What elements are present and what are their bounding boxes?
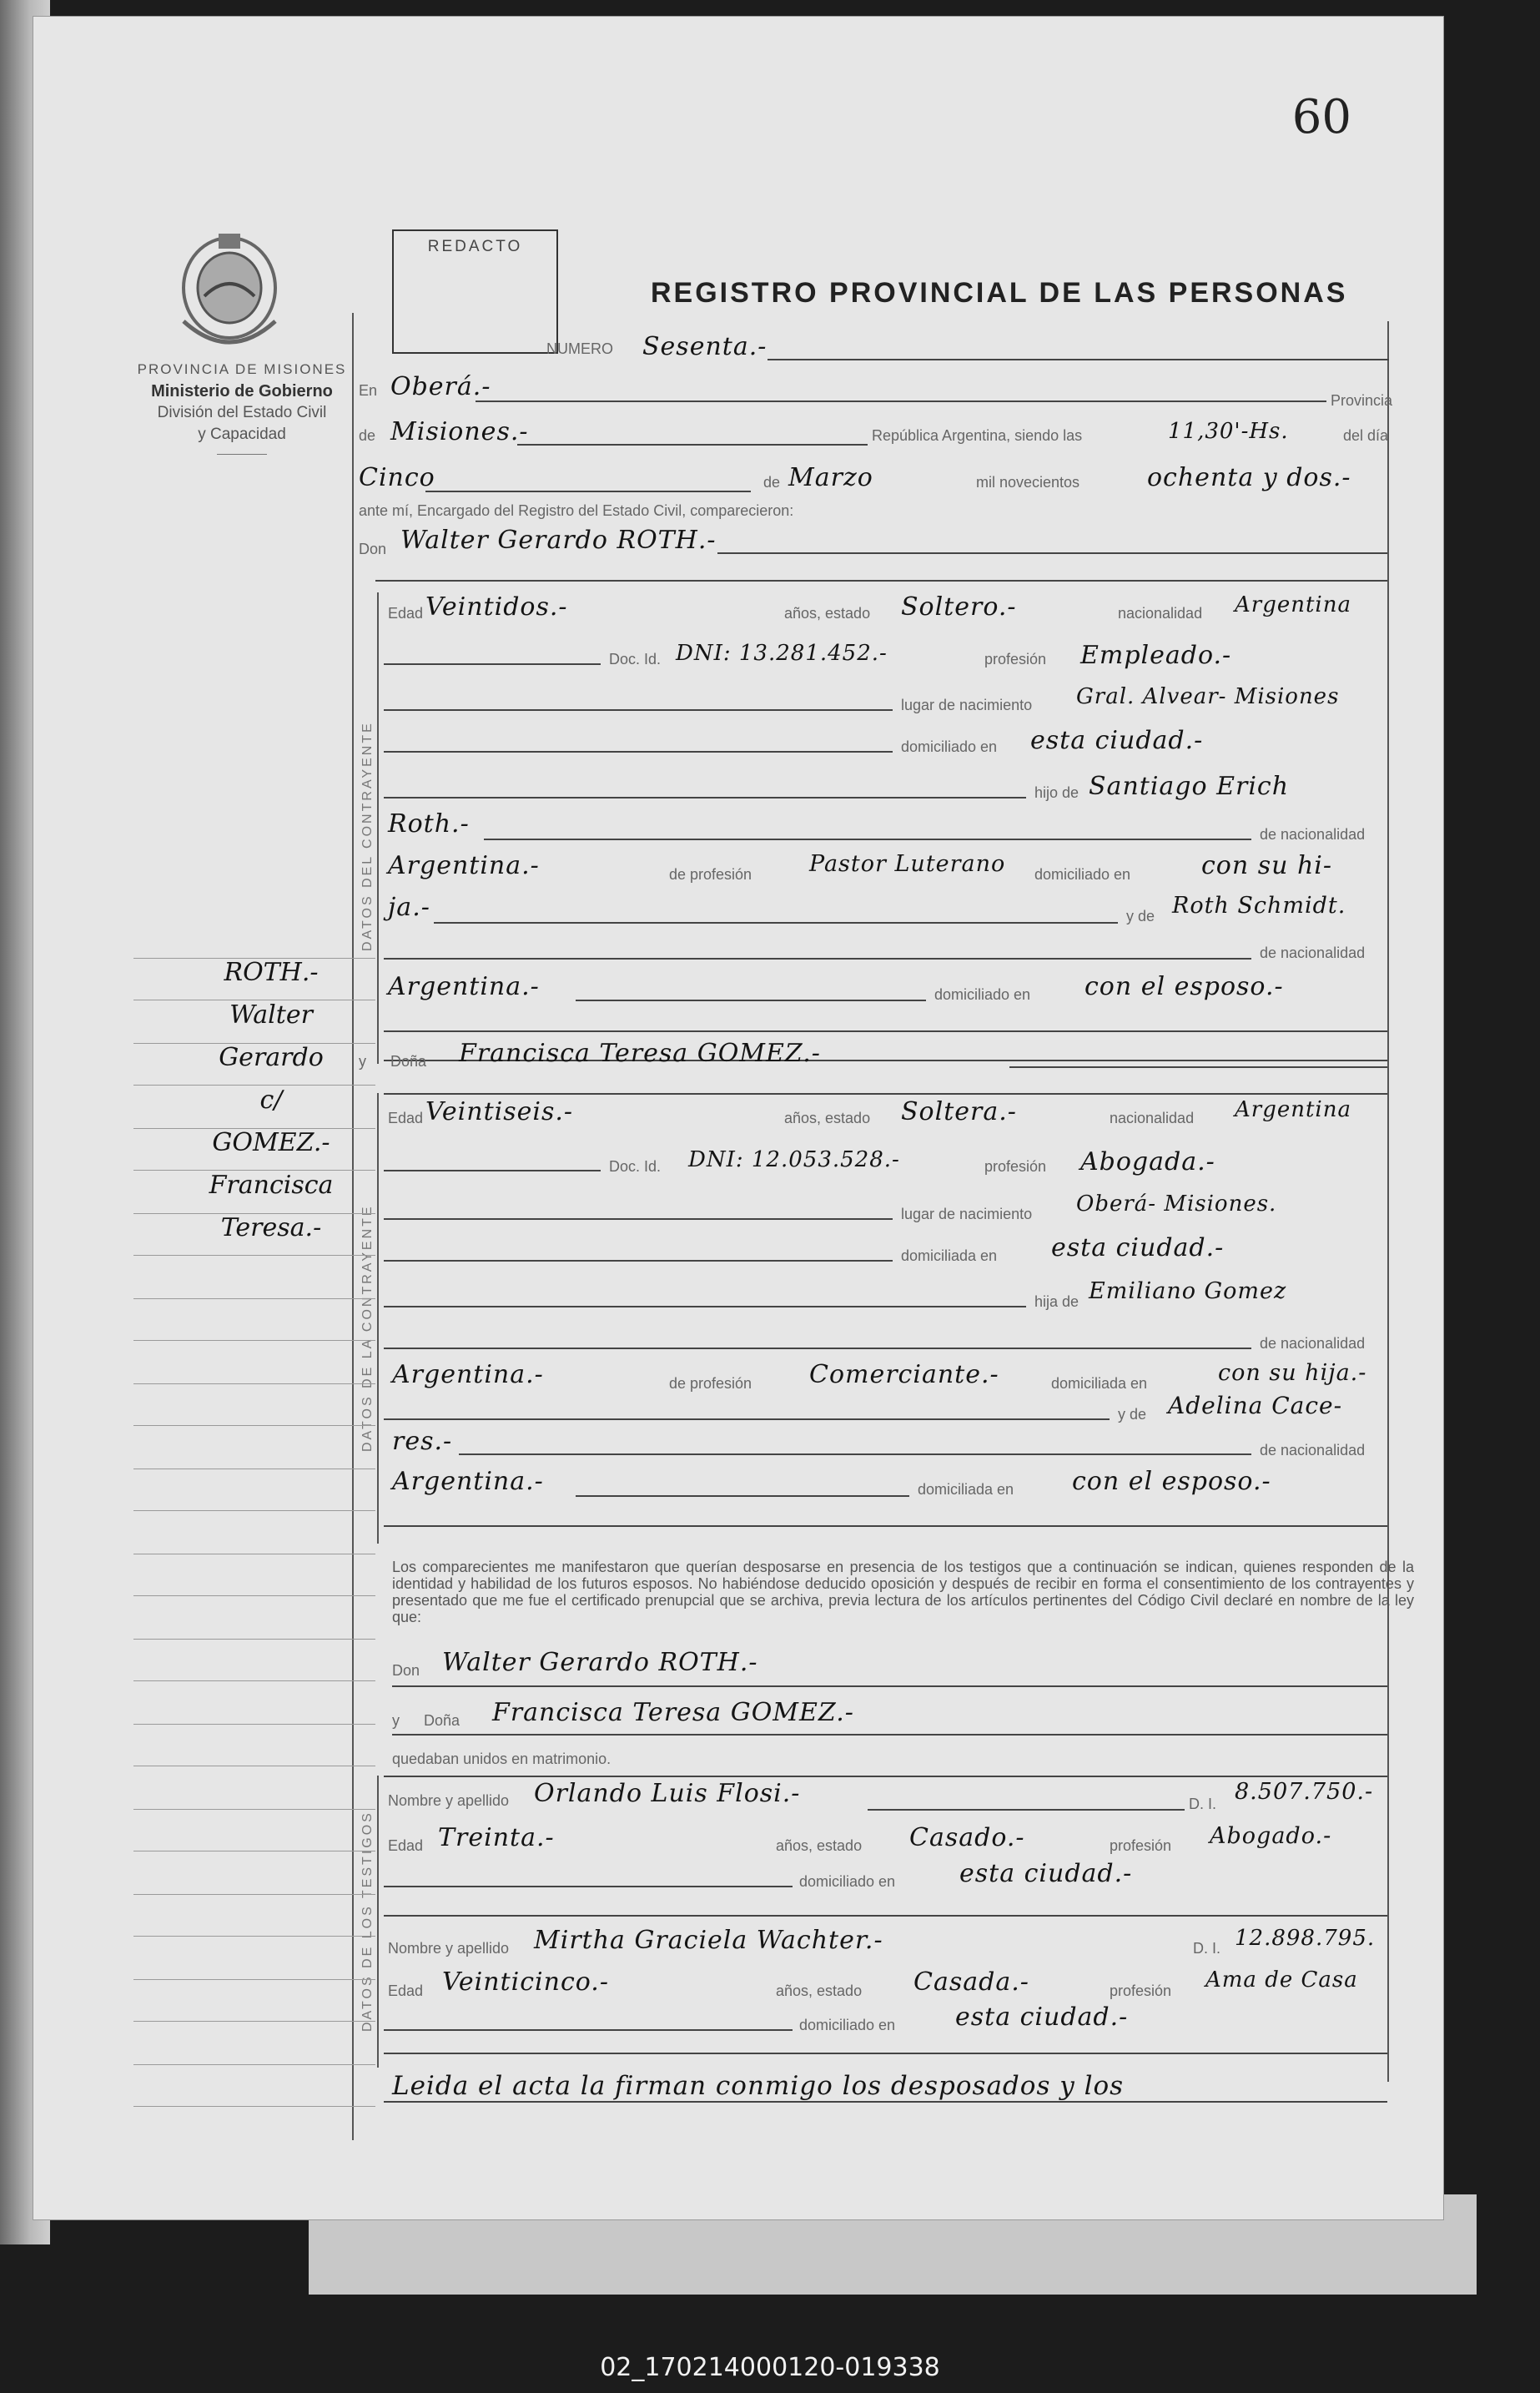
decl-dona-label: Doña <box>424 1712 460 1729</box>
margin-note <box>167 951 375 1249</box>
margin-line: GOMEZ.- <box>212 1128 330 1157</box>
t1-edad-label: Edad <box>388 1837 424 1854</box>
dia-value: Cinco <box>359 463 435 492</box>
redacto-label: REDACTO <box>427 238 523 255</box>
provincial-crest-icon <box>167 229 292 363</box>
contrayente-padre-dom-cont: ja.- <box>388 893 430 922</box>
page-title: REGISTRO PROVINCIAL DE LAS PERSONAS <box>651 277 1348 309</box>
y-label: y <box>359 1053 366 1070</box>
province-name: PROVINCIA DE MISIONES <box>137 361 347 377</box>
edad-label-f: Edad <box>388 1110 424 1126</box>
t2-nombre: Mirtha Graciela Wachter.- <box>534 1926 883 1955</box>
de-label: de <box>359 427 376 444</box>
contrayente-side-label: DATOS DEL CONTRAYENTE <box>360 721 375 951</box>
t1-edad: Treinta.- <box>438 1823 555 1852</box>
contrayente-edad: Veintidos.- <box>425 592 568 622</box>
ante-label: ante mí, Encargado del Registro del Estado Civil, comparecieron: <box>359 502 794 519</box>
t1-estado: Casado.- <box>909 1823 1025 1852</box>
doc-label-f: Doc. Id. <box>609 1158 662 1175</box>
t1-nombre: Orlando Luis Flosi.- <box>534 1779 801 1808</box>
de-nacionalidad-label-2: de nacionalidad <box>1260 945 1366 961</box>
division-subname: y Capacidad <box>198 426 286 443</box>
hija-de-label: hija de <box>1034 1293 1080 1310</box>
anos-estado-label: años, estado <box>784 605 871 622</box>
contrayente-f-doc: DNI: 12.053.528.- <box>688 1147 900 1172</box>
dona-label: Doña <box>390 1053 427 1070</box>
ministry-name: Ministerio de Gobierno <box>151 382 333 401</box>
contrayente-f-padre: Emiliano Gomez <box>1089 1278 1287 1304</box>
dona-value: Francisca Teresa GOMEZ.- <box>459 1039 821 1068</box>
ministry-block <box>100 359 384 463</box>
folio-number: 60 <box>1291 90 1351 144</box>
edad-label: Edad <box>388 605 424 622</box>
de-profesion-label: de profesión <box>669 866 752 883</box>
t2-di-label: D. I. <box>1193 1940 1221 1957</box>
t2-nombre-label: Nombre y apellido <box>388 1940 510 1957</box>
declaration-text: Los comparecientes me manifestaron que querían desposarse en presencia de los testigos que a continuación se indican, quienes responden de la identidad y habilidad de los futuros esposos. No habiéndose deducido oposición y después de recibir en forma el consentimiento de los contrayentes y presentado que me fue el certificado prenupcial que se archiva, previa lectura de los artículos pertinentes del Código Civil declaré en nombre de la ley que: <box>392 1559 1414 1625</box>
padre-domicilio-label: domiciliado en <box>1034 866 1131 883</box>
contrayente-madre-dom: con el esposo.- <box>1085 972 1284 1001</box>
mes-value: Marzo <box>788 463 873 492</box>
del-dia-label: del día <box>1343 427 1389 444</box>
contrayente-madre-nac: Argentina.- <box>388 972 540 1001</box>
right-frame-line <box>1387 321 1389 2082</box>
t2-estado: Casada.- <box>913 1967 1029 1997</box>
contrayente-madre: Roth Schmidt. <box>1172 893 1346 919</box>
closing-text: Leida el acta la firman conmigo los desposados y los <box>392 2071 1125 2101</box>
profesion-label-f: profesión <box>984 1158 1047 1175</box>
decl-don-value: Walter Gerardo ROTH.- <box>442 1648 758 1677</box>
mil-novecientos-label: mil novecientos <box>976 474 1080 491</box>
t2-domicilio: esta ciudad.- <box>955 2003 1129 2032</box>
quedaban-text: quedaban unidos en matrimonio. <box>392 1751 611 1767</box>
contrayente-profesion: Empleado.- <box>1080 641 1232 670</box>
contrayente-f-edad: Veintiseis.- <box>425 1097 574 1126</box>
padre-domicilio-label-f: domiciliada en <box>1051 1375 1148 1392</box>
register-page <box>33 17 1443 2219</box>
domicilio-label-f: domiciliada en <box>901 1247 998 1264</box>
profesion-label: profesión <box>984 651 1047 668</box>
t2-anos-label: años, estado <box>776 1982 863 1999</box>
de-profesion-label-f: de profesión <box>669 1375 752 1392</box>
de2-label: de <box>763 474 781 491</box>
t1-di-label: D. I. <box>1189 1796 1217 1812</box>
contrayente-padre-nac: Argentina.- <box>388 851 540 880</box>
doc-label: Doc. Id. <box>609 651 662 668</box>
t2-edad: Veinticinco.- <box>442 1967 609 1997</box>
hijo-de-label: hijo de <box>1034 784 1080 801</box>
provincia-label: Provincia <box>1331 392 1393 409</box>
margin-line: Walter <box>229 1000 313 1030</box>
contrayente-f-side-label: DATOS DE LA CONTRAYENTE <box>360 1204 375 1452</box>
contrayente-padre-dom: con su hi- <box>1201 851 1333 880</box>
decl-y-label: y <box>392 1712 400 1729</box>
contrayente-f-padre-prof: Comerciante.- <box>809 1360 999 1389</box>
t2-di: 12.898.795. <box>1235 1926 1376 1951</box>
contrayente-nacionalidad: Argentina <box>1235 592 1351 617</box>
lugar-label-f: lugar de nacimiento <box>901 1206 1033 1222</box>
t1-nombre-label: Nombre y apellido <box>388 1792 510 1809</box>
contrayente-f-madre-cont: res.- <box>392 1427 453 1456</box>
don-label: Don <box>359 541 387 557</box>
numero-label: NUMERO <box>546 340 613 357</box>
en-value: Oberá.- <box>390 372 491 401</box>
t1-profesion-label: profesión <box>1110 1837 1172 1854</box>
t1-domicilio-label: domiciliado en <box>799 1873 896 1890</box>
image-id-caption: 02_170214000120-019338 <box>600 2353 940 2382</box>
t2-edad-label: Edad <box>388 1982 424 1999</box>
nacionalidad-label-f: nacionalidad <box>1110 1110 1195 1126</box>
contrayente-domicilio: esta ciudad.- <box>1030 726 1204 755</box>
contrayente-doc: DNI: 13.281.452.- <box>676 641 888 666</box>
don-value: Walter Gerardo ROTH.- <box>400 526 717 555</box>
contrayente-padre-cont: Roth.- <box>388 809 470 839</box>
t1-di: 8.507.750.- <box>1235 1779 1374 1805</box>
t2-profesion: Ama de Casa <box>1205 1967 1358 1992</box>
provincia-value: Misiones.- <box>390 417 529 446</box>
division-name: División del Estado Civil <box>157 404 327 421</box>
margin-line: Teresa.- <box>220 1213 322 1242</box>
contrayente-estado: Soltero.- <box>901 592 1017 622</box>
hora-value: 11,30'-Hs. <box>1168 419 1289 444</box>
domicilio-label: domiciliado en <box>901 738 998 755</box>
de-nacionalidad-label-f2: de nacionalidad <box>1260 1442 1366 1458</box>
contrayente-f-padre-nac: Argentina.- <box>392 1360 544 1389</box>
testigos-side-label: DATOS DE LOS TESTIGOS <box>360 1811 375 2032</box>
margin-line: c/ <box>259 1086 283 1115</box>
contrayente-f-nacionalidad: Argentina <box>1235 1097 1351 1122</box>
republica-label: República Argentina, siendo las <box>872 427 1083 444</box>
margin-line: ROTH.- <box>224 958 319 987</box>
lugar-label: lugar de nacimiento <box>901 697 1033 713</box>
numero-value: Sesenta.- <box>642 332 767 361</box>
anos-estado-label-f: años, estado <box>784 1110 871 1126</box>
redacto-box <box>392 229 558 354</box>
contrayente-f-estado: Soltera.- <box>901 1097 1017 1126</box>
contrayente-padre: Santiago Erich <box>1089 772 1290 801</box>
nacionalidad-label: nacionalidad <box>1118 605 1203 622</box>
y-de-label: y de <box>1126 908 1155 924</box>
en-label: En <box>359 382 378 399</box>
t1-anos-label: años, estado <box>776 1837 863 1854</box>
de-nacionalidad-label: de nacionalidad <box>1260 826 1366 843</box>
contrayente-padre-prof: Pastor Luterano <box>809 851 1006 877</box>
contrayente-f-padre-dom: con su hija.- <box>1218 1360 1367 1386</box>
contrayente-f-madre-dom: con el esposo.- <box>1072 1467 1271 1496</box>
t2-domicilio-label: domiciliado en <box>799 2017 896 2033</box>
contrayente-f-domicilio: esta ciudad.- <box>1051 1233 1225 1262</box>
decl-don-label: Don <box>392 1662 420 1679</box>
contrayente-lugar: Gral. Alvear- Misiones <box>1076 684 1340 709</box>
contrayente-f-lugar: Oberá- Misiones. <box>1076 1191 1277 1217</box>
anio-value: ochenta y dos.- <box>1147 463 1351 492</box>
t1-profesion: Abogado.- <box>1210 1823 1332 1849</box>
contrayente-f-profesion: Abogada.- <box>1080 1147 1215 1176</box>
madre-domicilio-label-f: domiciliada en <box>918 1481 1014 1498</box>
y-de-label-f: y de <box>1118 1406 1147 1423</box>
decl-dona-value: Francisca Teresa GOMEZ.- <box>492 1698 854 1727</box>
margin-line: Francisca <box>209 1171 334 1200</box>
t2-profesion-label: profesión <box>1110 1982 1172 1999</box>
t1-domicilio: esta ciudad.- <box>959 1859 1133 1888</box>
contrayente-f-madre-nac: Argentina.- <box>392 1467 544 1496</box>
contrayente-f-madre: Adelina Cace- <box>1168 1392 1343 1419</box>
margin-line: Gerardo <box>219 1043 324 1072</box>
de-nacionalidad-label-f: de nacionalidad <box>1260 1335 1366 1352</box>
madre-domicilio-label: domiciliado en <box>934 986 1031 1003</box>
